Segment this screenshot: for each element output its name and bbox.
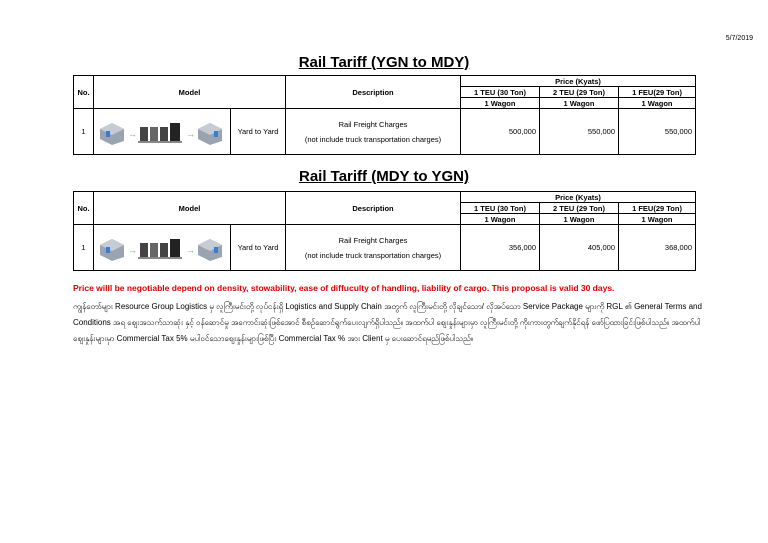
desc-line1: Rail Freight Charges	[338, 235, 408, 245]
header-unit: 1 Wagon	[619, 98, 696, 109]
header-price: Price (Kyats)	[461, 192, 696, 203]
header-no: No.	[74, 76, 94, 109]
header-price: Price (Kyats)	[461, 76, 696, 87]
header-2teu: 2 TEU (29 Ton)	[540, 203, 619, 214]
header-1feu: 1 FEU(29 Ton)	[619, 203, 696, 214]
price-1feu: 368,000	[619, 225, 696, 271]
svg-text:→: →	[186, 128, 195, 139]
desc-line1: Rail Freight Charges	[338, 119, 408, 129]
row-no: 1	[74, 109, 94, 155]
header-unit: 1 Wagon	[461, 214, 540, 225]
tariff-table-ygn-mdy	[73, 75, 696, 155]
header-model: Model	[94, 192, 286, 225]
desc-line2: (not include truck transportation charges)	[304, 134, 442, 144]
row-no: 1	[74, 225, 94, 271]
header-description: Description	[286, 76, 461, 109]
document-date: 5/7/2019	[725, 35, 753, 42]
table-title-ygn-mdy: Rail Tariff (YGN to MDY)	[298, 54, 470, 71]
price-1teu: 356,000	[461, 225, 540, 271]
header-no: No.	[74, 192, 94, 225]
svg-text:→: →	[128, 128, 137, 139]
desc-line2: (not include truck transportation charges)	[304, 250, 442, 260]
price-2teu: 550,000	[540, 109, 619, 155]
table-row	[74, 109, 696, 155]
rail-transport-illustration	[94, 109, 231, 154]
header-2teu: 2 TEU (29 Ton)	[540, 87, 619, 98]
header-unit: 1 Wagon	[461, 98, 540, 109]
header-model: Model	[94, 76, 286, 109]
header-unit: 1 Wagon	[540, 98, 619, 109]
model-label: Yard to Yard	[237, 127, 279, 136]
table-title-mdy-ygn: Rail Tariff (MDY to YGN)	[298, 168, 469, 185]
rail-transport-illustration	[94, 225, 231, 270]
model-label: Yard to Yard	[237, 243, 279, 252]
validity-note: Price willl be negotiable depend on density, stowability, ease of diffuculty of handling, liability of cargo. This proposal is valid 30 days.	[73, 283, 615, 293]
price-1feu: 550,000	[619, 109, 696, 155]
header-unit: 1 Wagon	[619, 214, 696, 225]
price-1teu: 500,000	[461, 109, 540, 155]
header-description: Description	[286, 192, 461, 225]
header-unit: 1 Wagon	[540, 214, 619, 225]
terms-paragraph: ကျွန်တော်များ Resource Group Logistics မှ လူကြီးမင်းတို့ လုပ်ငန်းရှိ Logistics and Supply Chain အတွက် လူကြီးမင်းတို့ လိုချင်သော/ လိုအပ်သော Service Package များကို RGL ၏ General Terms and Conditions အရ စျေးအသက်သာဆုံး နှင့် ဝန်ဆောင်မှု အကောင်းဆုံးဖြစ်အောင် စီစဉ်ဆောင်ရွက်ပေးလျက်ရှိပါသည်။ အထက်ပါ စျေးနှုန်းများမှာ လူကြီးမင်းတို့ ကိုးကားတွက်ချက်နိုင်ရန် ဖော်ပြထားခြင်းဖြစ်ပါသည်။ အထက်ပါစျေးနှုန်းများမှာ Commercial Tax 5% မပါဝင်သောစျေးနှုန်းများဖြစ်ပြီး Commercial Tax % အား Client မှ ပေးဆောင်ရမည်ဖြစ်ပါသည်။	[73, 302, 702, 343]
header-1feu: 1 FEU(29 Ton)	[619, 87, 696, 98]
table-row	[74, 225, 696, 271]
header-1teu: 1 TEU (30 Ton)	[461, 87, 540, 98]
svg-text:→: →	[186, 244, 195, 255]
tariff-table-mdy-ygn	[73, 191, 696, 271]
header-1teu: 1 TEU (30 Ton)	[461, 203, 540, 214]
svg-text:→: →	[128, 244, 137, 255]
price-2teu: 405,000	[540, 225, 619, 271]
